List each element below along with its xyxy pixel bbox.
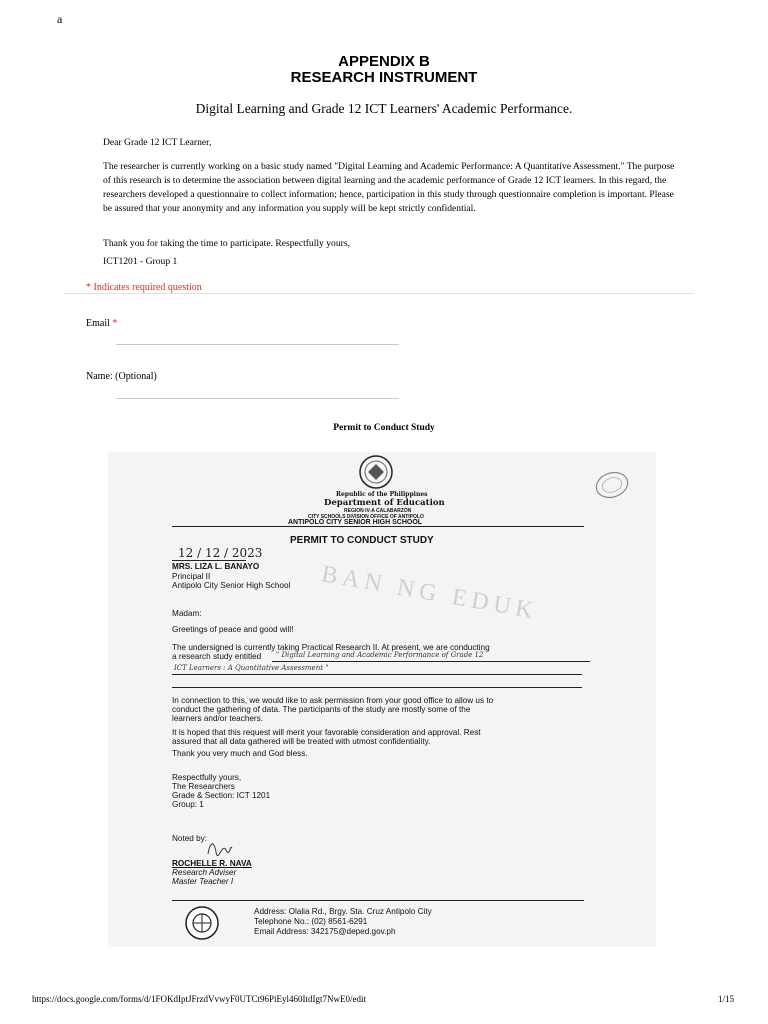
letter-p2-line3: learners and/or teachers. xyxy=(172,714,264,723)
email-address-line: Email Address: 342175@deped.gov.ph xyxy=(254,927,396,936)
letterhead-rule xyxy=(172,526,584,527)
required-note: * Indicates required question xyxy=(86,282,202,293)
researchers-line: The Researchers xyxy=(172,782,235,791)
name-field[interactable] xyxy=(116,398,399,399)
adviser-role: Research Adviser xyxy=(172,868,237,877)
email-field[interactable] xyxy=(116,344,399,345)
intro-thanks: Thank you for taking the time to participate. Respectfully yours, xyxy=(103,238,350,249)
corner-mark: a xyxy=(57,12,63,26)
study-title-rule-1 xyxy=(272,661,590,662)
permit-letter-scan xyxy=(108,452,656,947)
telephone-line: Telephone No.: (02) 8561-6291 xyxy=(254,917,368,926)
group-line: Group: 1 xyxy=(172,800,204,809)
letter-p3-line2: assured that all data gathered will be treated with utmost confidentiality. xyxy=(172,737,431,746)
required-star: * xyxy=(112,318,118,329)
study-title-rule-3 xyxy=(172,687,582,688)
letter-p1-line2: a research study entitled xyxy=(172,652,262,661)
intro-greeting: Dear Grade 12 ICT Learner, xyxy=(103,137,212,148)
letterhead-division: CITY SCHOOLS DIVISION OFFICE OF ANTIPOLO xyxy=(308,514,424,520)
footer-rule xyxy=(172,900,584,901)
footer-page-number: 1/15 xyxy=(718,994,735,1004)
adviser-title: Master Teacher I xyxy=(172,877,234,886)
signature-icon xyxy=(204,838,234,858)
stamp-icon xyxy=(592,468,632,502)
form-title: Digital Learning and Grade 12 ICT Learners' Academic Performance. xyxy=(195,101,573,116)
footer-url[interactable]: https://docs.google.com/forms/d/1FOKdIptJFrzdVvwyF0UTCt96PiEyl460ItdIgt7NwE0/edit xyxy=(32,994,366,1004)
date-rule xyxy=(172,560,246,561)
letterhead-school: ANTIPOLO CITY SENIOR HIGH SCHOOL xyxy=(288,519,423,526)
closing-thanks: Thank you very much and God bless. xyxy=(172,749,308,758)
letter-title: PERMIT TO CONDUCT STUDY xyxy=(290,535,434,546)
letter-date: 12 / 12 / 2023 xyxy=(178,546,263,560)
letter-p3-line1: It is hoped that this request will merit your favorable consideration and approval. Rest xyxy=(172,728,481,737)
email-label xyxy=(86,318,117,329)
study-title-handwritten-1: " Digital Learning and Academic Performance of Grade 12 xyxy=(276,651,484,659)
adviser-name: ROCHELLE R. NAVA xyxy=(172,859,252,868)
letter-p2-line1: In connection to this, we would like to ask permission from your good office to allow us to xyxy=(172,696,494,705)
letterhead-department: Department of Education xyxy=(324,498,445,508)
intro-group: ICT1201 - Group 1 xyxy=(103,256,178,267)
recipient-school: Antipolo City Senior High School xyxy=(172,581,291,590)
deped-seal-icon xyxy=(354,454,398,490)
name-label: Name: (Optional) xyxy=(86,371,157,382)
watermark-text: BAN NG EDUK xyxy=(319,561,540,625)
noted-by: Noted by: xyxy=(172,834,208,843)
page-title: APPENDIX B xyxy=(338,53,430,70)
page-subtitle: RESEARCH INSTRUMENT xyxy=(290,69,478,86)
divider xyxy=(64,293,694,294)
school-logo-icon xyxy=(178,905,226,941)
letter-p2-line2: conduct the gathering of data. The participants of the study are mostly some of the xyxy=(172,705,471,714)
salutation: Madam: xyxy=(172,609,202,618)
letterhead-region: REGION IV-A CALABARZON xyxy=(344,508,412,514)
opening-line: Greetings of peace and good will! xyxy=(172,625,294,634)
grade-section-line: Grade & Section: ICT 1201 xyxy=(172,791,271,800)
email-label-text: Email xyxy=(86,318,110,329)
study-title-rule-2 xyxy=(172,674,582,675)
recipient-name: MRS. LIZA L. BANAYO xyxy=(172,562,260,571)
intro-body: The researcher is currently working on a basic study named "Digital Learning and Academic Performance: A Quantitative Assessment." The purpose of this research is to determine the association between digital learning and the academic performance of Grade 12 ICT learners. In this regard, the researchers developed a questionnaire to collect information; hence, participation in this study through questionnaire completion is important. Please be assured that your anonymity and any information you supply will be kept strictly confidential. xyxy=(103,161,675,214)
study-title-handwritten-2: ICT Learners : A Quantitative Assessment " xyxy=(174,664,329,672)
letter-p1-line1: The undersigned is currently taking Practical Research II. At present, we are conducting xyxy=(172,643,490,652)
permit-heading: Permit to Conduct Study xyxy=(333,423,435,433)
respectfully-line: Respectfully yours, xyxy=(172,773,242,782)
letterhead-republic: Republic of the Philippines xyxy=(336,491,428,498)
recipient-title: Principal II xyxy=(172,572,211,581)
address-line: Address: Olalia Rd., Brgy. Sta. Cruz Antipolo City xyxy=(254,907,432,916)
